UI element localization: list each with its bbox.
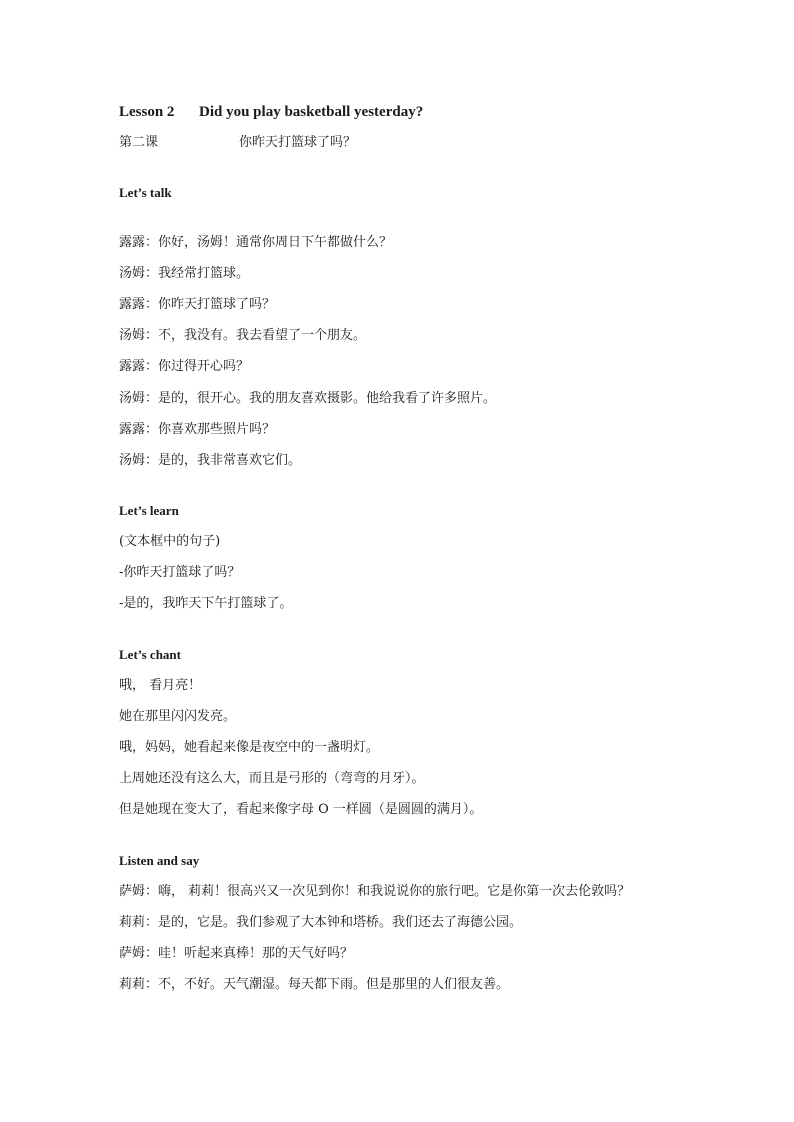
learn-line: -是的，我昨天下午打篮球了。 — [119, 596, 293, 611]
lesson-number: Lesson 2 — [119, 104, 175, 120]
dialogue-line: 汤姆：我经常打篮球。 — [119, 266, 250, 281]
lesson-number-cn: 第二课 — [119, 135, 159, 150]
dialogue-line: 萨姆：嗨， 莉莉！很高兴又一次见到你！和我说说你的旅行吧。它是你第一次去伦敦吗？ — [119, 884, 631, 899]
learn-line: -你昨天打篮球了吗？ — [119, 565, 241, 580]
lesson-title — [119, 103, 423, 121]
chant-line: 她在那里闪闪发亮。 — [119, 709, 237, 724]
lesson-title-text: Did you play basketball yesterday? — [199, 104, 424, 120]
dialogue-line: 露露：你喜欢那些照片吗？ — [119, 422, 276, 437]
chant-line: 上周她还没有这么大，而且是弓形的（弯弯的月牙）。 — [119, 771, 425, 786]
lesson-title-cn: 你昨天打篮球了吗？ — [239, 135, 357, 150]
dialogue-line: 露露：你昨天打篮球了吗？ — [119, 297, 276, 312]
chant-line: 哦， 看月亮！ — [119, 678, 202, 693]
dialogue-line: 莉莉：是的，它是。我们参观了大本钟和塔桥。我们还去了海德公园。 — [119, 915, 523, 930]
section-heading-talk: Let’s talk — [119, 185, 172, 200]
dialogue-line: 莉莉：不，不好。天气潮湿。每天都下雨。但是那里的人们很友善。 — [119, 977, 510, 992]
chant-line: 哦，妈妈，她看起来像是夜空中的一盏明灯。 — [119, 740, 380, 755]
learn-line: (文本框中的句子) — [119, 534, 221, 549]
section-heading-listen: Listen and say — [119, 853, 200, 868]
chant-line: 但是她现在变大了，看起来像字母 O 一样圆（是圆圆的满月）。 — [119, 802, 483, 817]
dialogue-line: 露露：你过得开心吗？ — [119, 359, 250, 374]
dialogue-line: 汤姆：是的，我非常喜欢它们。 — [119, 453, 302, 468]
section-heading-learn: Let’s learn — [119, 503, 179, 518]
dialogue-line: 萨姆：哇！听起来真棒！那的天气好吗？ — [119, 946, 354, 961]
dialogue-line: 汤姆：是的，很开心。我的朋友喜欢摄影。他给我看了许多照片。 — [119, 391, 497, 406]
lesson-subtitle — [119, 134, 356, 152]
dialogue-line: 露露：你好，汤姆！通常你周日下午都做什么？ — [119, 235, 393, 250]
dialogue-line: 汤姆：不，我没有。我去看望了一个朋友。 — [119, 328, 367, 343]
section-heading-chant: Let’s chant — [119, 647, 181, 662]
